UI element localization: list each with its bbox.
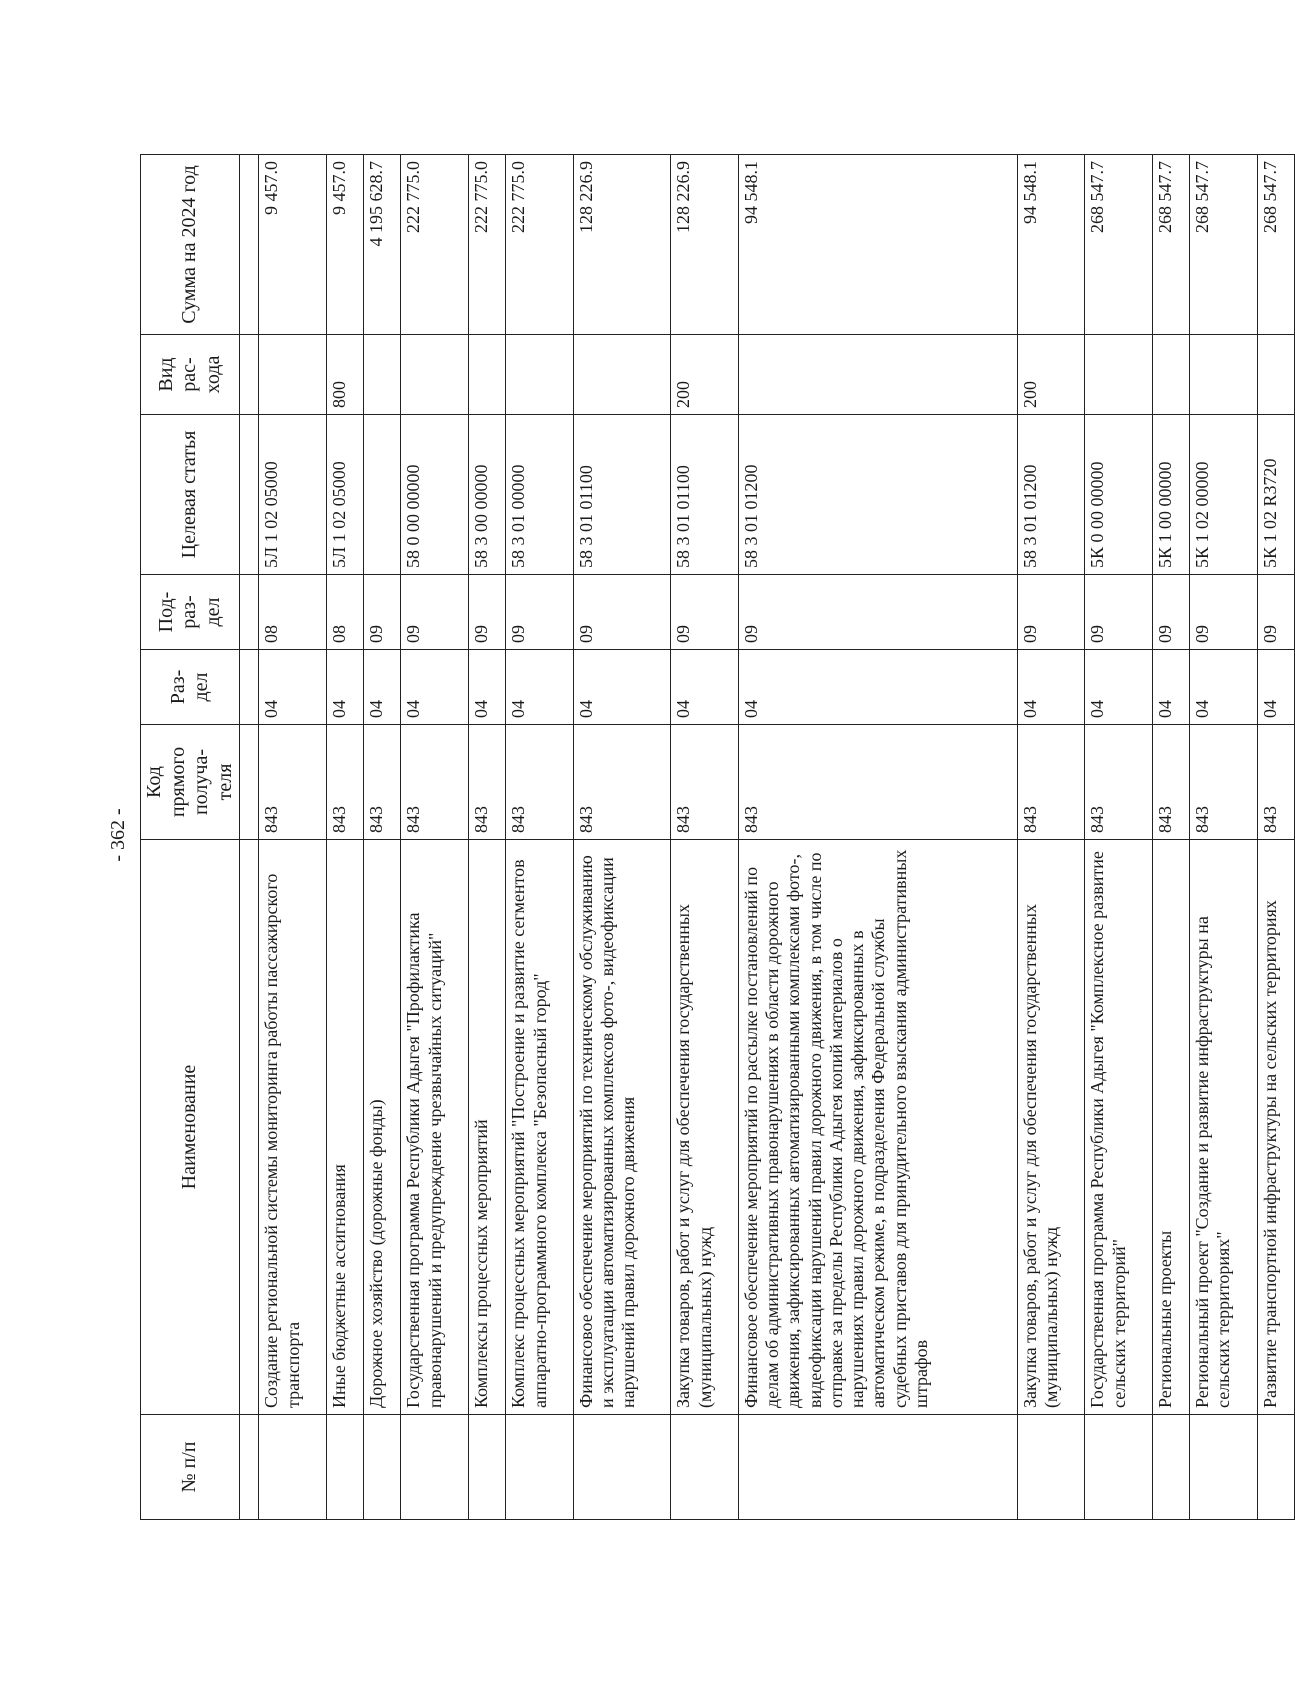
cell-recipient: 843: [326, 725, 363, 840]
table-row: [326, 155, 363, 1520]
cell-name: Развитие транспортной инфраструктуры на сельских территориях: [1257, 840, 1294, 1415]
cell-name: Государственная программа Республики Адыгея "Комплексное развитие сельских территорий": [1085, 840, 1153, 1415]
cell-sum: 268 547.7: [1190, 155, 1258, 335]
cell-num: [1152, 1415, 1189, 1520]
table-row: [259, 155, 327, 1520]
cell-target: 58 3 01 00000: [506, 415, 574, 575]
cell-name: Иные бюджетные ассигнования: [326, 840, 363, 1415]
cell-sum: 222 775.0: [506, 155, 574, 335]
table-row: [1257, 155, 1294, 1520]
cell-recipient: 843: [468, 725, 505, 840]
cell-target: 5К 0 00 00000: [1085, 415, 1153, 575]
cell-expense-type: 800: [326, 335, 363, 415]
cell-num: [671, 1415, 739, 1520]
cell-subsection: 09: [506, 575, 574, 650]
cell-expense-type: [1257, 335, 1294, 415]
cell-recipient: 843: [573, 725, 671, 840]
cell-num: [1017, 1415, 1085, 1520]
cell-recipient: 843: [506, 725, 574, 840]
cell-subsection: 09: [671, 575, 739, 650]
cell-name: Комплексы процессных мероприятий: [468, 840, 505, 1415]
cell-subsection: 09: [1152, 575, 1189, 650]
cell-num: [573, 1415, 671, 1520]
cell-expense-type: [1085, 335, 1153, 415]
header-name: Наименование: [141, 840, 240, 1415]
header-num: № п/п: [141, 1415, 240, 1520]
cell-section: 04: [573, 650, 671, 725]
cell-name: Комплекс процессных мероприятий "Построение и развитие сегментов аппаратно-программного комплекса "Безопасный город": [506, 840, 574, 1415]
cell-expense-type: [573, 335, 671, 415]
cell-recipient: 843: [1190, 725, 1258, 840]
cell-expense-type: [401, 335, 469, 415]
cell-subsection: 09: [468, 575, 505, 650]
cell-target: 5К 1 02 R3720: [1257, 415, 1294, 575]
cell-subsection: 09: [1190, 575, 1258, 650]
table-row: [468, 155, 505, 1520]
cell-expense-type: [1152, 335, 1189, 415]
cell-recipient: 843: [1085, 725, 1153, 840]
cell-sum: 4 195 628.7: [364, 155, 401, 335]
cell-sum: 128 226.9: [671, 155, 739, 335]
table-row: [1085, 155, 1153, 1520]
header-expense-type: Вид рас-хода: [141, 335, 240, 415]
cell-section: 04: [1085, 650, 1153, 725]
header-sum: Сумма на 2024 год: [141, 155, 240, 335]
cell-expense-type: [738, 335, 1017, 415]
cell-name: Финансовое обеспечение мероприятий по рассылке постановлений по делам об административных правонарушениях в области дорожного движения, зафиксированных автоматизированными комплексами фото-, видеофиксации нарушений правил дорожного движения, в том числе по отправке за пределы Республики Адыгея копий материалов о нарушениях правил дорожного движения, зафиксированных в автоматическом режиме, в подразделения Федеральной службы судебных приставов для принудительного взыскания административных штрафов: [738, 840, 1017, 1415]
column-number-row: [240, 155, 259, 1520]
cell-sum: 128 226.9: [573, 155, 671, 335]
cell-target: 58 3 01 01200: [1017, 415, 1085, 575]
cell-section: 04: [401, 650, 469, 725]
cell-sum: 268 547.7: [1152, 155, 1189, 335]
cell-sum: 94 548.1: [1017, 155, 1085, 335]
cell-subsection: 08: [326, 575, 363, 650]
cell-section: 04: [364, 650, 401, 725]
header-recipient: Код прямого получа-теля: [141, 725, 240, 840]
cell-target: 5К 1 00 00000: [1152, 415, 1189, 575]
cell-subsection: 09: [364, 575, 401, 650]
cell-section: 04: [738, 650, 1017, 725]
cell-name: Закупка товаров, работ и услуг для обеспечения государственных (муниципальных) нужд: [1017, 840, 1085, 1415]
cell-num: [506, 1415, 574, 1520]
cell-num: [1257, 1415, 1294, 1520]
cell-recipient: 843: [1152, 725, 1189, 840]
header-section: Раз-дел: [141, 650, 240, 725]
cell-expense-type: 200: [1017, 335, 1085, 415]
cell-subsection: 09: [738, 575, 1017, 650]
cell-name: Дорожное хозяйство (дорожные фонды): [364, 840, 401, 1415]
table-body: [259, 155, 1295, 1520]
cell-subsection: 09: [401, 575, 469, 650]
cell-num: [1190, 1415, 1258, 1520]
table-row: [1017, 155, 1085, 1520]
cell-target: 58 3 01 01100: [671, 415, 739, 575]
cell-subsection: 09: [573, 575, 671, 650]
cell-expense-type: [1190, 335, 1258, 415]
cell-num: [364, 1415, 401, 1520]
cell-section: 04: [326, 650, 363, 725]
cell-section: 04: [506, 650, 574, 725]
cell-recipient: 843: [1257, 725, 1294, 840]
cell-target: 5Л 1 02 05000: [259, 415, 327, 575]
cell-section: 04: [671, 650, 739, 725]
rotated-table-container: [140, 155, 1295, 1520]
table-row: [738, 155, 1017, 1520]
cell-section: 04: [1257, 650, 1294, 725]
cell-recipient: 843: [1017, 725, 1085, 840]
cell-name: Государственная программа Республики Адыгея "Профилактика правонарушений и предупреждение чрезвычайных ситуаций": [401, 840, 469, 1415]
cell-expense-type: 200: [671, 335, 739, 415]
cell-recipient: 843: [401, 725, 469, 840]
cell-target: 5К 1 02 00000: [1190, 415, 1258, 575]
cell-expense-type: [259, 335, 327, 415]
budget-table: [140, 154, 1295, 1520]
cell-section: 04: [1190, 650, 1258, 725]
cell-name: Закупка товаров, работ и услуг для обеспечения государственных (муниципальных) нужд: [671, 840, 739, 1415]
cell-subsection: 09: [1257, 575, 1294, 650]
cell-subsection: 08: [259, 575, 327, 650]
header-subsection: Под-раз-дел: [141, 575, 240, 650]
cell-sum: 94 548.1: [738, 155, 1017, 335]
cell-recipient: 843: [671, 725, 739, 840]
cell-sum: 9 457.0: [326, 155, 363, 335]
header-target: Целевая статья: [141, 415, 240, 575]
cell-num: [738, 1415, 1017, 1520]
page-number: - 362 -: [107, 808, 129, 862]
cell-recipient: 843: [259, 725, 327, 840]
cell-sum: 222 775.0: [401, 155, 469, 335]
cell-section: 04: [1017, 650, 1085, 725]
cell-recipient: 843: [364, 725, 401, 840]
cell-section: 04: [259, 650, 327, 725]
cell-sum: 9 457.0: [259, 155, 327, 335]
cell-sum: 268 547.7: [1085, 155, 1153, 335]
cell-expense-type: [468, 335, 505, 415]
cell-name: Создание региональной системы мониторинга работы пассажирского транспорта: [259, 840, 327, 1415]
cell-sum: 222 775.0: [468, 155, 505, 335]
table-row: [1190, 155, 1258, 1520]
cell-recipient: 843: [738, 725, 1017, 840]
cell-num: [1085, 1415, 1153, 1520]
cell-target: [364, 415, 401, 575]
cell-num: [326, 1415, 363, 1520]
table-row: [1152, 155, 1189, 1520]
cell-section: 04: [1152, 650, 1189, 725]
cell-target: 58 0 00 00000: [401, 415, 469, 575]
cell-target: 58 3 01 01100: [573, 415, 671, 575]
cell-name: Региональный проект "Создание и развитие инфраструктуры на сельских территориях": [1190, 840, 1258, 1415]
table-row: [401, 155, 469, 1520]
cell-subsection: 09: [1085, 575, 1153, 650]
cell-target: 58 3 00 00000: [468, 415, 505, 575]
cell-sum: 268 547.7: [1257, 155, 1294, 335]
cell-name: Региональные проекты: [1152, 840, 1189, 1415]
cell-expense-type: [364, 335, 401, 415]
cell-name: Финансовое обеспечение мероприятий по техническому обслуживанию и эксплуатации автоматизированных комплексов фото-, видеофиксации нарушений правил дорожного движения: [573, 840, 671, 1415]
cell-num: [401, 1415, 469, 1520]
table-row: [671, 155, 739, 1520]
cell-subsection: 09: [1017, 575, 1085, 650]
cell-target: 58 3 01 01200: [738, 415, 1017, 575]
table-row: [573, 155, 671, 1520]
cell-num: [468, 1415, 505, 1520]
cell-section: 04: [468, 650, 505, 725]
header-row: [141, 155, 240, 1520]
cell-target: 5Л 1 02 05000: [326, 415, 363, 575]
cell-expense-type: [506, 335, 574, 415]
table-row: [364, 155, 401, 1520]
cell-num: [259, 1415, 327, 1520]
table-row: [506, 155, 574, 1520]
